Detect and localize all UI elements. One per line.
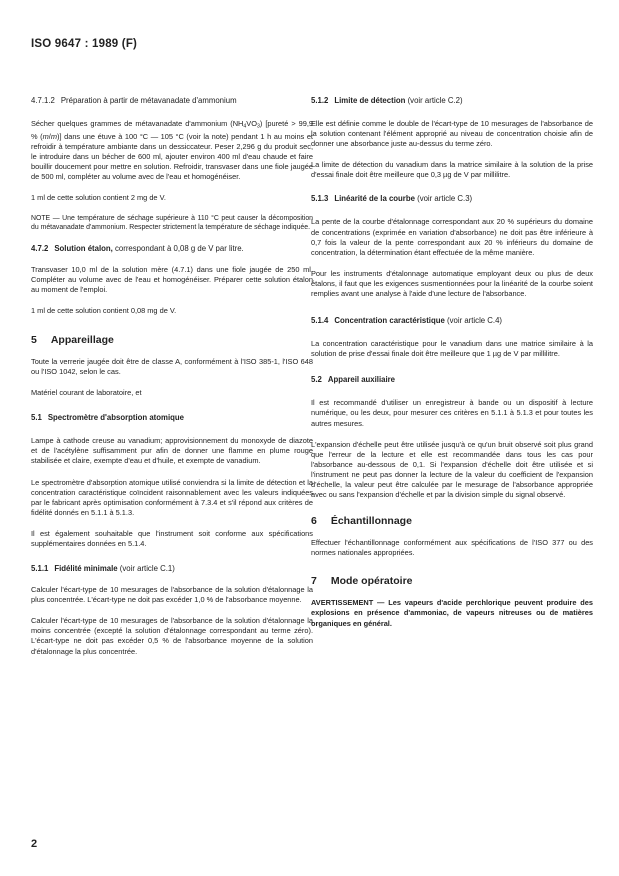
heading-rest: (voir article C.3) xyxy=(414,194,473,204)
heading-number: 4.7.1.2 xyxy=(31,96,55,105)
heading-number: 6 xyxy=(311,515,317,528)
heading-7 xyxy=(311,575,593,588)
document-header: ISO 9647 : 1989 (F) xyxy=(31,38,138,50)
heading-5-1-1 xyxy=(31,564,313,574)
heading-5-1-2 xyxy=(311,96,593,106)
heading-number: 5 xyxy=(31,333,37,346)
paragraph-pente: La pente de la courbe d'étalonnage correspondant aux 20 % supérieurs du domaine de concentrations (exprimée en variation d'absorbance) ne doit pas être inférieure à 0,7 fois la valeur de la pente correspondant aux 20 % inférieurs du domaine de concentration, la détermination étant effectuée de la même manière. xyxy=(311,217,593,257)
heading-title: Appareil auxiliaire xyxy=(327,375,396,385)
heading-number: 5.1.4 xyxy=(311,316,329,326)
heading-5-1 xyxy=(31,413,313,423)
paragraph-1ml-2mg: 1 ml de cette solution contient 2 mg de V. xyxy=(31,193,166,203)
paragraph-instruments: Pour les instruments d'étalonnage automatique employant deux ou plus de deux étalons, il faut que les exigences susmentionnées pour la linéarité de la courbe soient remplies avant une analyse à l'aide d'une lecture de l'absorbance. xyxy=(311,268,593,299)
right-column xyxy=(311,96,593,629)
heading-number: 5.1.3 xyxy=(311,194,329,204)
heading-title: Appareillage xyxy=(50,333,114,346)
note: NOTE — Une température de séchage supérieure à 110 °C peut causer la décomposition du métavanadate d'ammonium. Respecter strictement la température de séchage indiquée. xyxy=(31,215,313,232)
heading-title: Limite de détection xyxy=(334,96,406,105)
paragraph-spectro: Le spectromètre d'absorption atomique utilisé conviendra si la limite de détection et la concentration caractéristique coïncident raisonnablement avec les valeurs indiquées par le fabricant après optimisation conformément à 7.3.4 et s'il répond aux critères de fidélité donnés en 5.1.1 à 5.1.3. xyxy=(31,477,313,517)
heading-4-7-2 xyxy=(31,244,313,254)
heading-5 xyxy=(31,334,313,347)
heading-number: 7 xyxy=(311,575,317,588)
warning-label: AVERTISSEMENT — xyxy=(311,598,385,608)
paragraph-effectuer: Effectuer l'échantillonnage conformément aux spécifications de l'ISO 377 ou des normes nationales appropriées. xyxy=(311,538,593,558)
paragraph-1ml-008mg: 1 ml de cette solution contient 0,08 mg de V. xyxy=(31,305,177,315)
heading-number: 5.1.2 xyxy=(311,96,329,105)
paragraph-egalement: Il est également souhaitable que l'instrument soit conforme aux spécifications supplémentaires données en 5.1.4. xyxy=(31,528,313,548)
paragraph-lampe: Lampe à cathode creuse au vanadium; approvisionnement du monoxyde de diazote et de l'acétylène suffisamment pur afin de donner une flamme en plume rouge stabilisée et claire, exempte d'eau et d'huile, et exempte de vanadium. xyxy=(31,436,313,466)
heading-rest: (voir article C.2) xyxy=(405,96,463,105)
page-number: 2 xyxy=(31,838,38,850)
heading-5-1-3 xyxy=(311,194,593,204)
heading-number: 5.1 xyxy=(31,413,42,423)
paragraph-limite: La limite de détection du vanadium dans la matrice similaire à la solution de la prise d'essai finale doit être meilleure que 0,3 µg de V par millilitre. xyxy=(311,160,593,180)
paragraph-calc2: Calculer l'écart-type de 10 mesurages de l'absorbance de la solution d'étalonnage la moins concentrée (excepté la solution d'étalonnage correspondant au terme zéro). L'écart-type ne doit pas excéder 0,5 % de l'absorbance moyenne de la solution d'étalonnage la plus concentrée. xyxy=(31,616,313,656)
heading-5-2 xyxy=(311,375,593,385)
heading-number: 4.7.2 xyxy=(31,243,49,253)
left-column xyxy=(31,96,313,657)
paragraph-recommande: Il est recommandé d'utiliser un enregistreur à bande ou un dispositif à lecture numérique, ou les deux, pour mesurer ces critères en 5.1.1 à 5.1.3 et pour toutes les autres mesures. xyxy=(311,398,593,428)
paragraph-concentration: La concentration caractéristique pour le vanadium dans une matrice similaire à la solution de prise d'essai finale doit être meilleure que 1 µg de V par millilitre. xyxy=(311,339,593,359)
heading-6 xyxy=(311,515,593,528)
heading-number: 5.1.1 xyxy=(31,564,49,574)
paragraph-secher: Sécher quelques grammes de métavanadate d'ammonium $(NH_4VO_3)$ [pureté > 99,9 % (m/m)] dans une étuve à 100 °C — 105 °C (voir la note) pendant 1 h au moins et refroidir à température ambiante dans un dessiccateur. Peser 2,296 g du produit sec, le introduire dans un bécher de 600 ml, ajouter environ 400 ml d'eau chaude et faire bouillir doucement pour mettre en solution. Refroidir, transvaser dans une fiole jaugée de 500 ml, compléter au volume avec de l'eau et homogénéiser. xyxy=(31,119,313,181)
warning xyxy=(311,598,593,628)
paragraph-definie: Elle est définie comme le double de l'écart-type de 10 mesurages de l'absorbance de la solution contenant l'élément approprié au niveau de concentration choisie afin de donner une absorbance juste au-dessus du terme zéro. xyxy=(311,119,593,149)
paragraph-materiel: Matériel courant de laboratoire, et xyxy=(31,388,142,398)
warning-text: Les vapeurs d'acide perchlorique peuvent produire des explosions en présence d'ammoniac, de vapeurs nitreuses ou de matières organiques en général. xyxy=(311,598,593,628)
heading-title: Solution étalon, xyxy=(54,243,113,253)
heading-title: Échantillonnage xyxy=(330,515,412,528)
paragraph-transvaser: Transvaser 10,0 ml de la solution mère (4.7.1) dans une fiole jaugée de 250 ml. Compléter au volume avec de l'eau et homogénéiser. Préparer cette solution étalon au moment de l'emploi. xyxy=(31,264,313,294)
paragraph-verrerie: Toute la verrerie jaugée doit être de classe A, conformément à l'ISO 385-1, l'ISO 648 ou l'ISO 1042, selon le cas. xyxy=(31,356,313,377)
heading-rest: correspondant à 0,08 g de V par litre. xyxy=(112,243,244,253)
heading-title: Linéarité de la courbe xyxy=(334,194,415,204)
heading-rest: (voir article C.1) xyxy=(117,564,175,574)
heading-title: Spectromètre d'absorption atomique xyxy=(47,413,184,423)
paragraph-expansion: L'expansion d'échelle peut être utilisée jusqu'à ce qu'un bruit observé soit plus grand que l'erreur de la lecture et elle est recommandée dans tous les cas pour l'absorbance au-dessous de 0,1. Si l'expansion d'échelle doit être utilisée et si l'instrument ne peut pas donner la lecture de la valeur du coefficient de l'expansion d'échelle, la valeur peut être calculée par le mesurage de l'absorbance appropriée avec ou sans l'expansion d'échelle et par la division simple du signal observé. xyxy=(311,439,593,500)
heading-title: Concentration caractéristique xyxy=(334,316,445,326)
paragraph-calc1: Calculer l'écart-type de 10 mesurages de l'absorbance de la solution d'étalonnage la plus concentrée. L'écart-type ne doit pas excéder 1,0 % de l'absorbance moyenne. xyxy=(31,585,313,605)
heading-5-1-4 xyxy=(311,316,593,326)
heading-4-7-1-2 xyxy=(31,96,313,106)
heading-title: Fidélité minimale xyxy=(54,564,118,574)
heading-title: Mode opératoire xyxy=(330,575,413,588)
heading-title: Préparation à partir de métavanadate d'ammonium xyxy=(60,96,237,105)
heading-number: 5.2 xyxy=(311,375,322,385)
heading-rest: (voir article C.4) xyxy=(444,316,503,326)
